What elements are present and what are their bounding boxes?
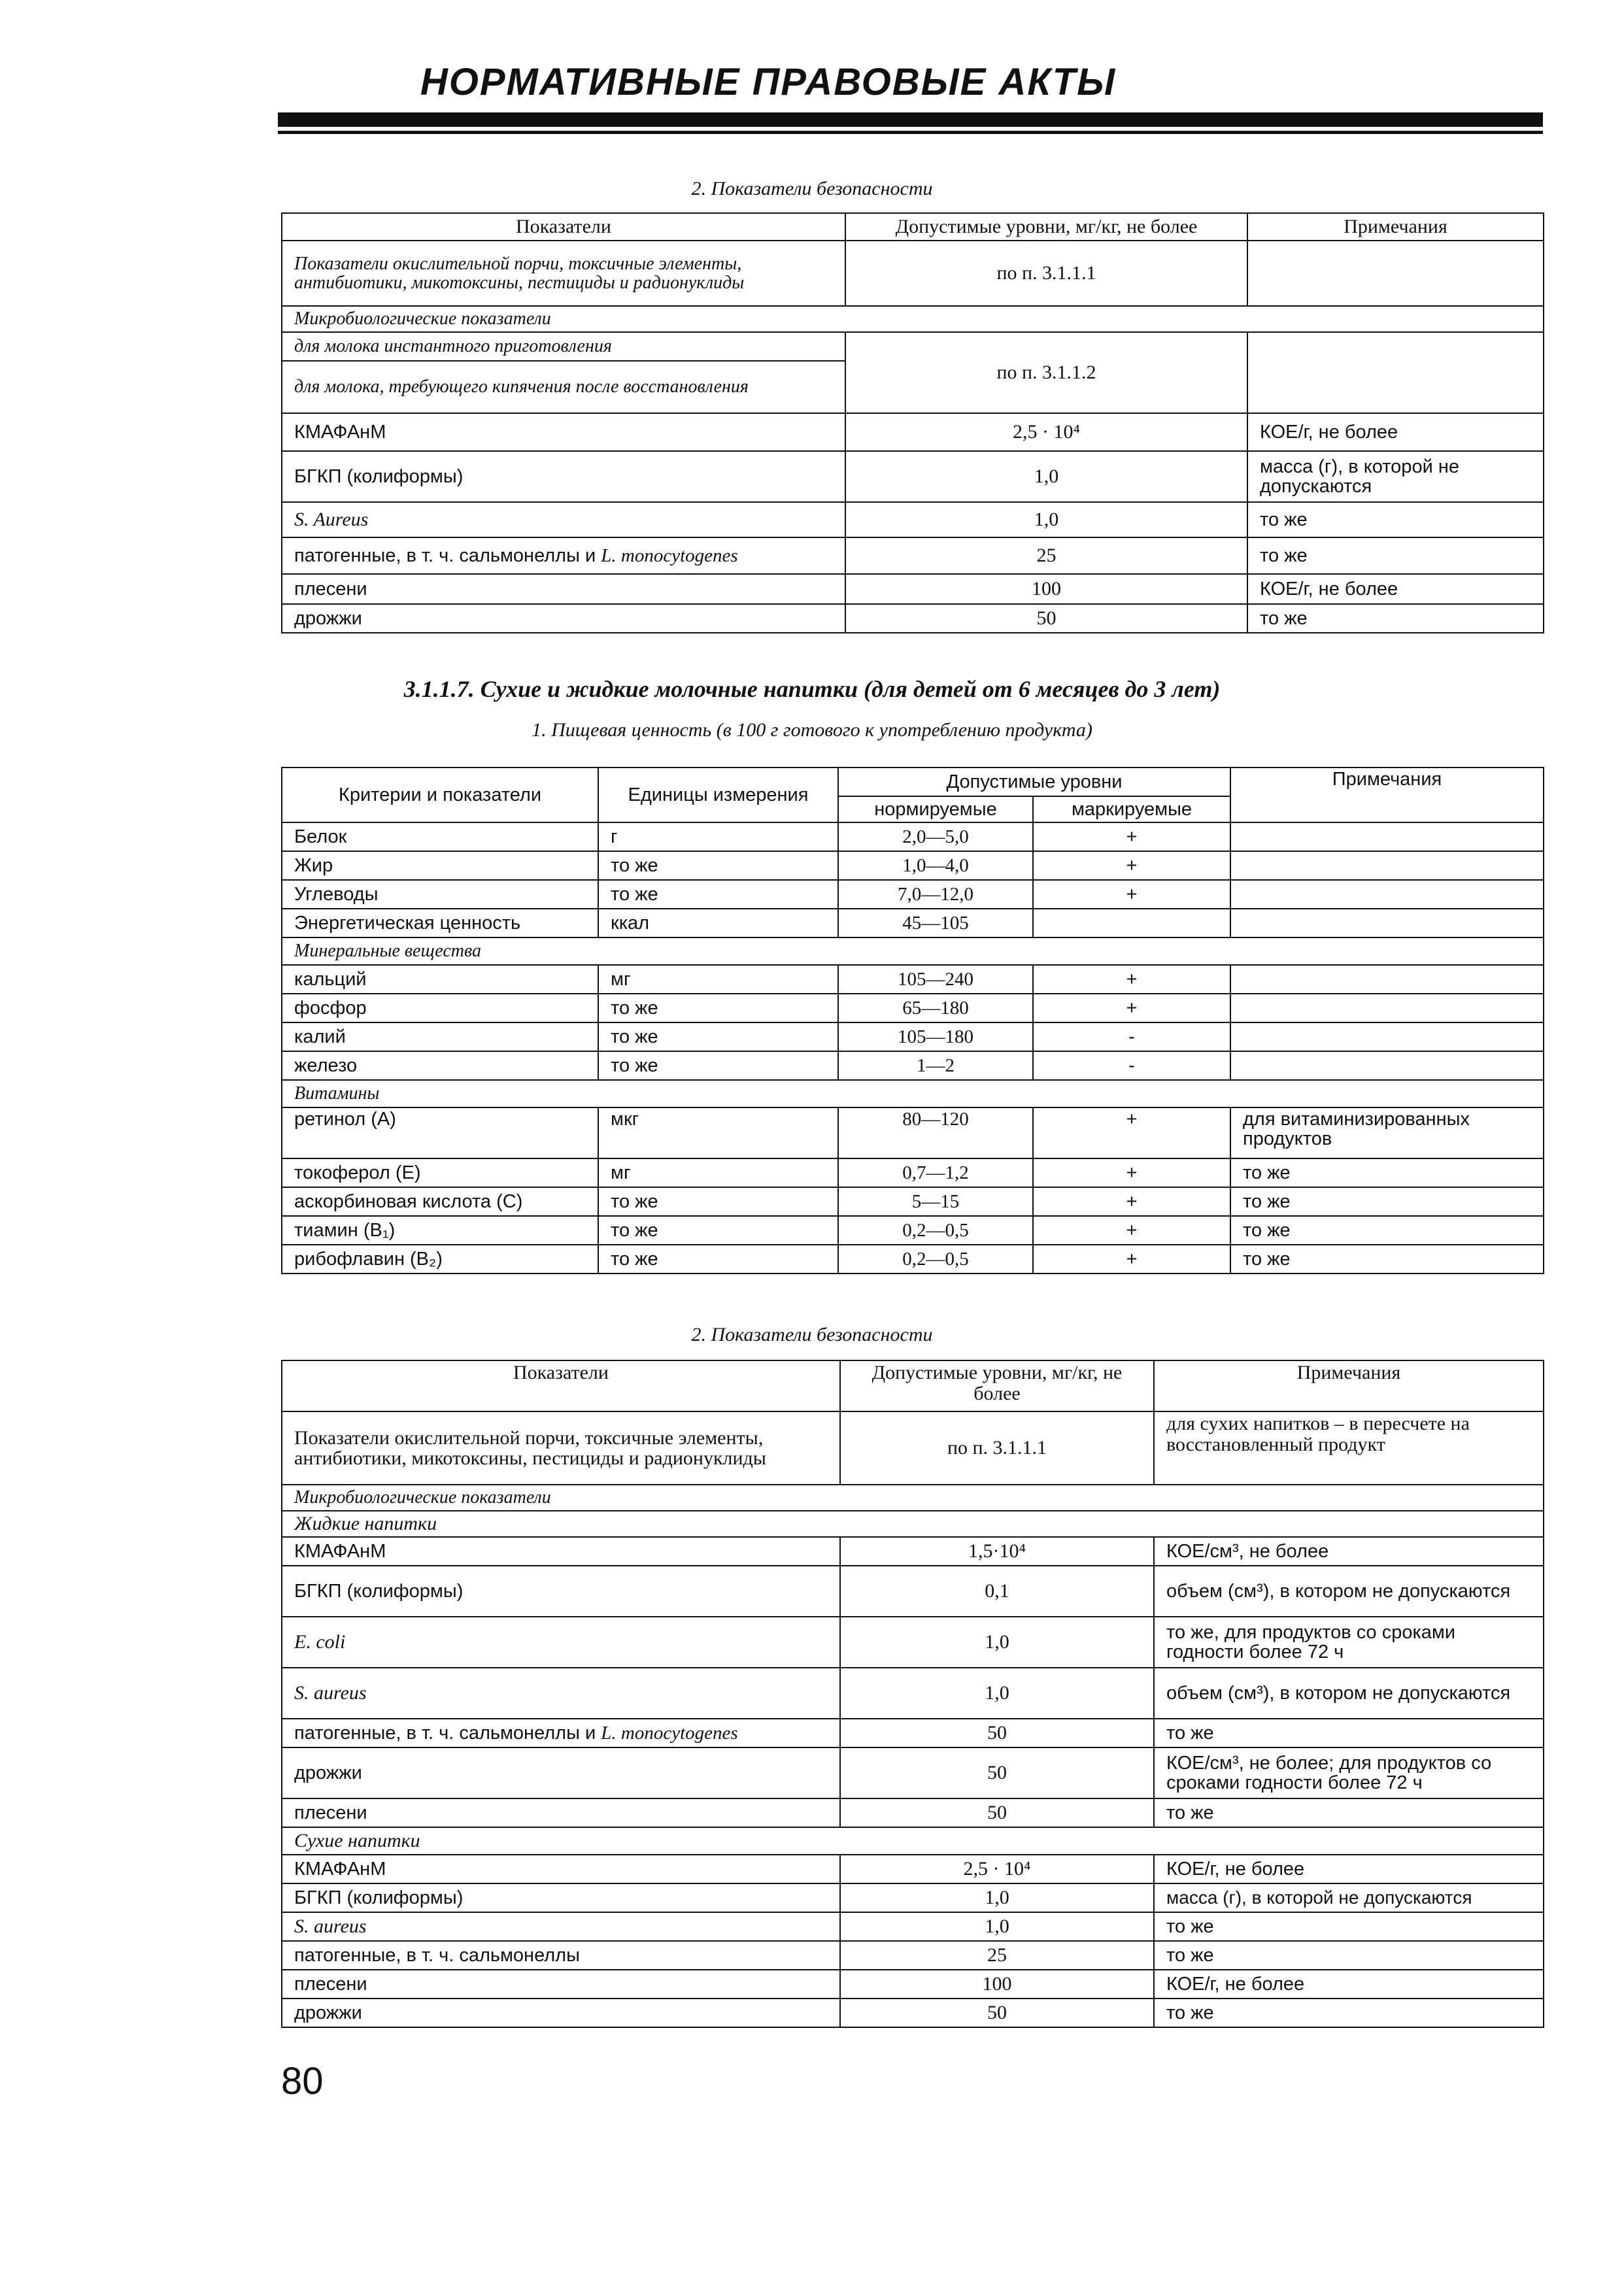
table-row (282, 1855, 1544, 1883)
row-mark: + (1033, 822, 1230, 851)
row-value: 100 (845, 574, 1247, 604)
row-note: то же (1247, 502, 1544, 537)
row-label: Показатели окислительной порчи, токсичные элементы, антибиотики, микотоксины, пестициды и радионуклиды (282, 1411, 840, 1485)
row-mark: - (1033, 1022, 1230, 1051)
table-row (282, 1941, 1544, 1970)
table-row (282, 909, 1544, 937)
vitamins-header: Витамины (282, 1080, 1544, 1107)
row-value: 25 (845, 537, 1247, 574)
table-row (282, 1158, 1544, 1187)
row-mark: + (1033, 1158, 1230, 1187)
row-label: для молока инстантного приготовления (282, 332, 845, 361)
row-value: 1,0 (840, 1883, 1154, 1912)
row-note (1230, 851, 1544, 880)
table-row (282, 1798, 1544, 1827)
row-value: 50 (845, 604, 1247, 633)
row-label: Жир (282, 851, 598, 880)
table-row (282, 822, 1544, 851)
table-row (282, 1107, 1544, 1158)
row-norm: 0,2—0,5 (838, 1216, 1033, 1245)
row-label: рибофлавин (В₂) (282, 1245, 598, 1274)
nutrition-table (281, 767, 1544, 1274)
col-header: Показатели (282, 213, 845, 241)
liquid-header: Жидкие напитки (282, 1511, 1544, 1537)
table-row (282, 1668, 1544, 1719)
safety-table-2 (281, 1360, 1544, 2028)
section-row (282, 1080, 1544, 1107)
table-header-row (282, 213, 1544, 241)
row-note: то же (1230, 1187, 1544, 1216)
row-note: КОЕ/г, не более (1154, 1970, 1544, 1999)
table-row (282, 241, 1544, 306)
row-label: БГКП (колиформы) (282, 1883, 840, 1912)
row-unit: то же (598, 1051, 838, 1080)
row-note: КОЕ/см³, не более; для продуктов со сроками годности более 72 ч (1154, 1747, 1544, 1798)
row-mark: + (1033, 1187, 1230, 1216)
row-value: по п. 3.1.1.1 (840, 1411, 1154, 1485)
row-mark: + (1033, 851, 1230, 880)
col-header: Примечания (1247, 213, 1544, 241)
table1-caption: 2. Показатели безопасности (691, 178, 933, 199)
table-row (282, 1747, 1544, 1798)
row-norm: 105—240 (838, 965, 1033, 994)
row-note: то же (1230, 1216, 1544, 1245)
col-header: Единицы измерения (598, 767, 838, 822)
row-value: 1,0 (840, 1617, 1154, 1668)
row-mark: + (1033, 1216, 1230, 1245)
row-note (1247, 332, 1544, 413)
table-row (282, 1999, 1544, 2027)
dry-header: Сухие напитки (282, 1827, 1544, 1855)
row-mark: + (1033, 994, 1230, 1022)
section-row (282, 1511, 1544, 1537)
row-label-italic: L. monocytogenes (601, 1722, 738, 1744)
row-value: 50 (840, 1798, 1154, 1827)
row-note: КОЕ/г, не более (1247, 413, 1544, 451)
table-row (282, 1970, 1544, 1999)
row-note: для витаминизированных продуктов (1230, 1107, 1544, 1158)
row-label: S. aureus (282, 1668, 840, 1719)
row-label: железо (282, 1051, 598, 1080)
col-header: Критерии и показатели (282, 767, 598, 822)
row-value: 2,5 · 10⁴ (845, 413, 1247, 451)
row-norm: 65—180 (838, 994, 1033, 1022)
table-row (282, 880, 1544, 909)
row-note: то же (1230, 1158, 1544, 1187)
row-value: 1,0 (840, 1668, 1154, 1719)
table-row (282, 1617, 1544, 1668)
row-note: объем (см³), в котором не допускаются (1154, 1668, 1544, 1719)
row-note: то же (1154, 1912, 1544, 1941)
row-note (1230, 822, 1544, 851)
row-norm: 80—120 (838, 1107, 1033, 1158)
row-unit: мг (598, 1158, 838, 1187)
row-value: 0,1 (840, 1566, 1154, 1617)
row-label: Белок (282, 822, 598, 851)
table-row (282, 1411, 1544, 1485)
row-label: S. aureus (282, 1912, 840, 1941)
row-note: то же (1154, 1941, 1544, 1970)
row-value: 1,0 (845, 451, 1247, 502)
row-label (282, 537, 845, 574)
row-unit: г (598, 822, 838, 851)
row-note: для сухих напитков – в пересчете на восстановленный продукт (1154, 1411, 1544, 1485)
row-note (1230, 1022, 1544, 1051)
micro-header: Микробиологические показатели (282, 306, 1544, 332)
col-header: Показатели (282, 1360, 840, 1411)
row-note (1230, 965, 1544, 994)
table-row (282, 1883, 1544, 1912)
row-note: то же (1230, 1245, 1544, 1274)
col-header: Примечания (1154, 1360, 1544, 1411)
table-row (282, 1245, 1544, 1274)
row-unit: то же (598, 1245, 838, 1274)
row-note (1247, 241, 1544, 306)
row-unit: то же (598, 1187, 838, 1216)
col-header: Допустимые уровни (838, 767, 1230, 796)
row-label: КМАФАнМ (282, 1855, 840, 1883)
row-note (1230, 880, 1544, 909)
row-norm: 0,7—1,2 (838, 1158, 1033, 1187)
section-row (282, 1827, 1544, 1855)
row-unit: то же (598, 1216, 838, 1245)
row-value: 25 (840, 1941, 1154, 1970)
safety-table-1 (281, 212, 1544, 633)
row-note (1230, 909, 1544, 937)
row-note: КОЕ/г, не более (1154, 1855, 1544, 1883)
table-row (282, 1216, 1544, 1245)
row-unit: ккал (598, 909, 838, 937)
row-value: 1,0 (840, 1912, 1154, 1941)
table-row (282, 994, 1544, 1022)
row-value: по п. 3.1.1.1 (845, 241, 1247, 306)
row-value: по п. 3.1.1.2 (845, 332, 1247, 413)
table3-caption: 2. Показатели безопасности (691, 1324, 933, 1345)
table-row (282, 1537, 1544, 1566)
table-row (282, 413, 1544, 451)
col-header: Примечания (1230, 767, 1544, 822)
table-row (282, 1719, 1544, 1747)
row-label: патогенные, в т. ч. сальмонеллы (282, 1941, 840, 1970)
table-row (282, 1912, 1544, 1941)
row-unit: мг (598, 965, 838, 994)
section-row (282, 1485, 1544, 1511)
col-subheader: нормируемые (838, 796, 1033, 822)
micro-header: Микробиологические показатели (282, 1485, 1544, 1511)
row-note: то же, для продуктов со сроками годности более 72 ч (1154, 1617, 1544, 1668)
table-row (282, 1022, 1544, 1051)
row-unit: то же (598, 994, 838, 1022)
row-mark (1033, 909, 1230, 937)
table-row (282, 604, 1544, 633)
row-mark: + (1033, 965, 1230, 994)
row-note: объем (см³), в котором не допускаются (1154, 1566, 1544, 1617)
page-number: 80 (281, 2060, 324, 2102)
section-row (282, 306, 1544, 332)
row-note: КОЕ/г, не более (1247, 574, 1544, 604)
row-label: Углеводы (282, 880, 598, 909)
row-mark: + (1033, 1245, 1230, 1274)
section-heading: 3.1.1.7. Сухие и жидкие молочные напитки (для детей от 6 месяцев до 3 лет) (403, 676, 1221, 702)
row-note: КОЕ/см³, не более (1154, 1537, 1544, 1566)
row-note (1230, 994, 1544, 1022)
row-value: 100 (840, 1970, 1154, 1999)
row-label: для молока, требующего кипячения после восстановления (282, 361, 845, 413)
row-label: дрожжи (282, 604, 845, 633)
row-label-italic: L. monocytogenes (601, 545, 738, 566)
row-label (282, 1719, 840, 1747)
row-norm: 105—180 (838, 1022, 1033, 1051)
row-label: дрожжи (282, 1999, 840, 2027)
row-norm: 1,0—4,0 (838, 851, 1033, 880)
row-label: БГКП (колиформы) (282, 451, 845, 502)
row-unit: то же (598, 1022, 838, 1051)
table-row (282, 1051, 1544, 1080)
row-label: дрожжи (282, 1747, 840, 1798)
row-label: S. Aureus (282, 502, 845, 537)
table-row (282, 851, 1544, 880)
col-header: Допустимые уровни, мг/кг, не более (840, 1360, 1154, 1411)
row-label: плесени (282, 574, 845, 604)
row-unit: то же (598, 851, 838, 880)
table-header-row (282, 1360, 1544, 1411)
row-value: 50 (840, 1747, 1154, 1798)
row-value: 1,0 (845, 502, 1247, 537)
row-value: 50 (840, 1999, 1154, 2027)
row-label: калий (282, 1022, 598, 1051)
section-row (282, 937, 1544, 965)
table-row (282, 502, 1544, 537)
row-label: токоферол (Е) (282, 1158, 598, 1187)
row-note: то же (1154, 1719, 1544, 1747)
row-label: E. coli (282, 1617, 840, 1668)
title-rule (278, 112, 1543, 127)
table-header-row (282, 767, 1544, 796)
table-row (282, 1187, 1544, 1216)
title-rule-thin (278, 131, 1543, 134)
table-row (282, 574, 1544, 604)
col-subheader: маркируемые (1033, 796, 1230, 822)
row-norm: 45—105 (838, 909, 1033, 937)
row-note: то же (1154, 1798, 1544, 1827)
row-note (1230, 1051, 1544, 1080)
row-norm: 1—2 (838, 1051, 1033, 1080)
row-note: то же (1154, 1999, 1544, 2027)
row-norm: 0,2—0,5 (838, 1245, 1033, 1274)
table-row (282, 537, 1544, 574)
row-value: 2,5 · 10⁴ (840, 1855, 1154, 1883)
row-label: БГКП (колиформы) (282, 1566, 840, 1617)
row-label: аскорбиновая кислота (С) (282, 1187, 598, 1216)
row-label: КМАФАнМ (282, 1537, 840, 1566)
row-unit: то же (598, 880, 838, 909)
row-note: масса (г), в которой не допускаются (1154, 1883, 1544, 1912)
row-label: кальций (282, 965, 598, 994)
row-label: Показатели окислительной порчи, токсичные элементы, антибиотики, микотоксины, пестициды и радионуклиды (282, 241, 845, 306)
row-norm: 5—15 (838, 1187, 1033, 1216)
row-mark: - (1033, 1051, 1230, 1080)
row-value: 50 (840, 1719, 1154, 1747)
row-label-text: патогенные, в т. ч. сальмонеллы и (294, 1722, 601, 1744)
row-label: Энергетическая ценность (282, 909, 598, 937)
row-label-text: патогенные, в т. ч. сальмонеллы и (294, 545, 601, 566)
row-label: плесени (282, 1970, 840, 1999)
row-note: то же (1247, 537, 1544, 574)
row-label: тиамин (В₁) (282, 1216, 598, 1245)
section-caption: 1. Пищевая ценность (в 100 г готового к употреблению продукта) (532, 719, 1092, 741)
table-row (282, 451, 1544, 502)
row-mark: + (1033, 880, 1230, 909)
table-row (282, 965, 1544, 994)
row-note: масса (г), в которой не допускаются (1247, 451, 1544, 502)
row-label: фосфор (282, 994, 598, 1022)
row-value: 1,5·10⁴ (840, 1537, 1154, 1566)
row-label: КМАФАнМ (282, 413, 845, 451)
table-row (282, 332, 1544, 361)
row-norm: 2,0—5,0 (838, 822, 1033, 851)
minerals-header: Минеральные вещества (282, 937, 1544, 965)
row-note: то же (1247, 604, 1544, 633)
table-row (282, 1566, 1544, 1617)
row-norm: 7,0—12,0 (838, 880, 1033, 909)
page-title: НОРМАТИВНЫЕ ПРАВОВЫЕ АКТЫ (420, 61, 1117, 103)
row-label: плесени (282, 1798, 840, 1827)
row-label: ретинол (А) (282, 1107, 598, 1158)
row-mark: + (1033, 1107, 1230, 1158)
col-header: Допустимые уровни, мг/кг, не более (845, 213, 1247, 241)
row-unit: мкг (598, 1107, 838, 1158)
